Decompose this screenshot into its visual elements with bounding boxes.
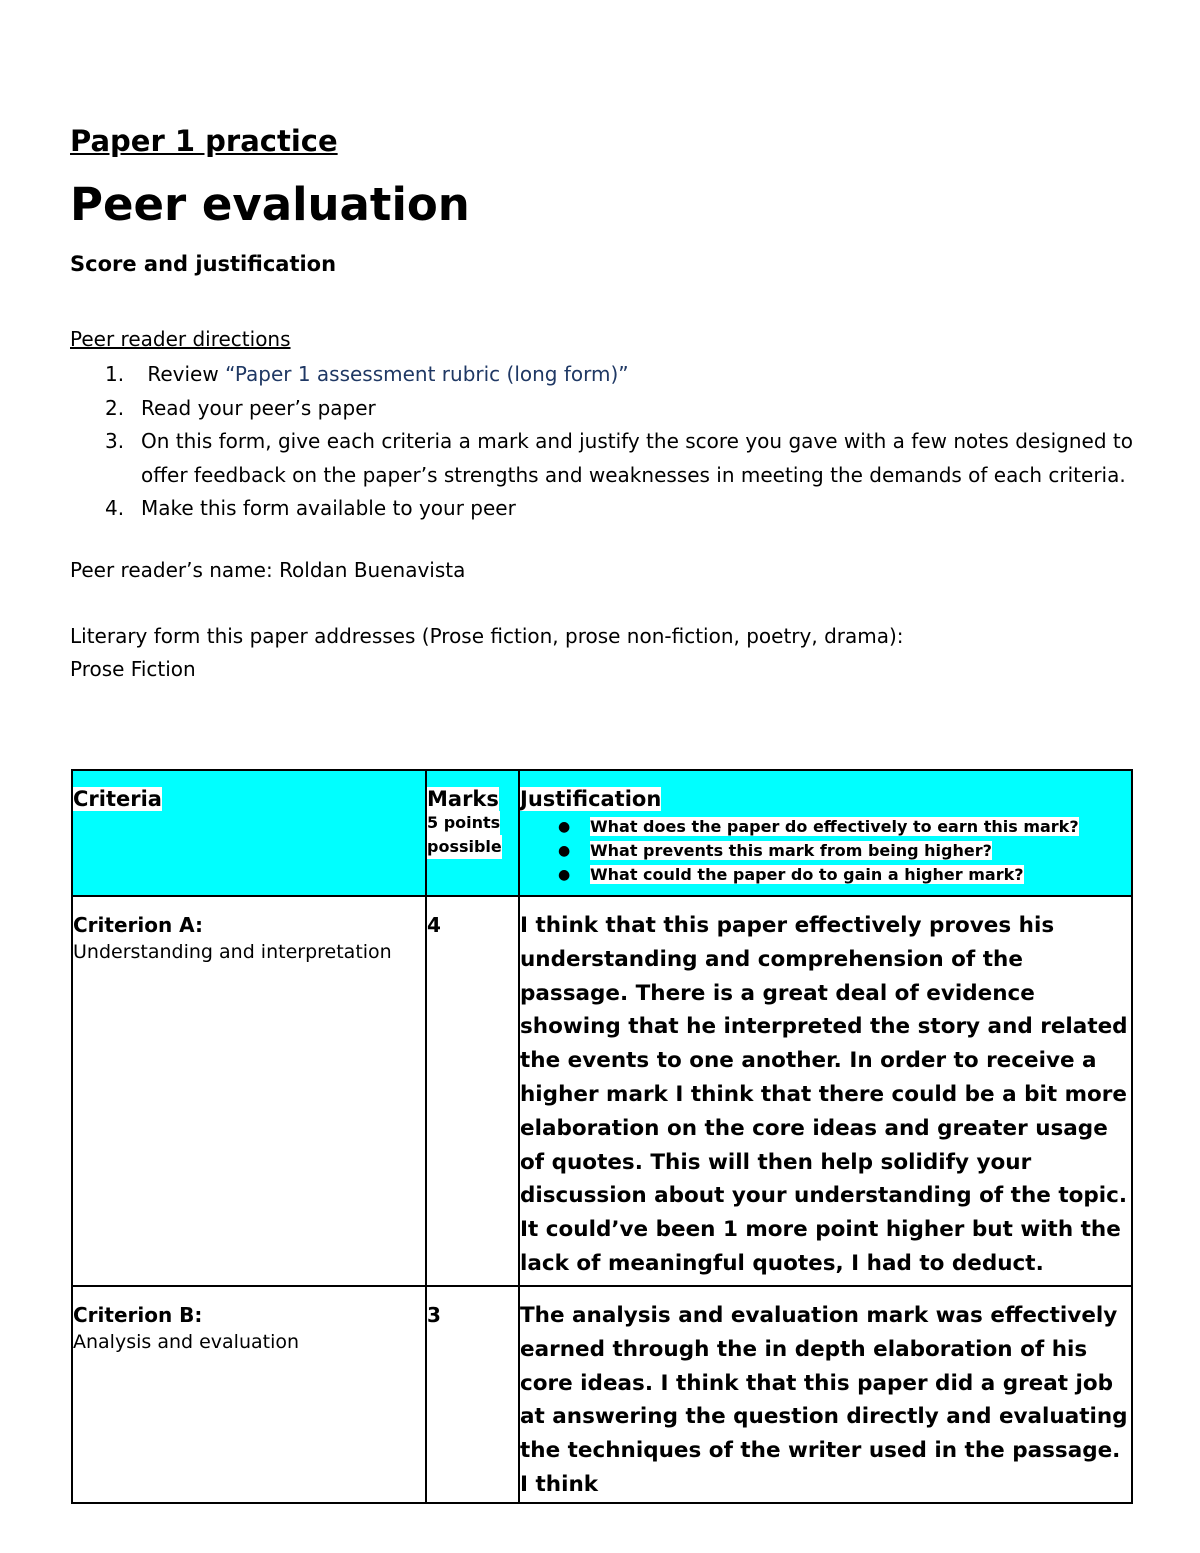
justification-text: The analysis and evaluation mark was effectively earned through the in depth elaboration of his core ideas. I think that this paper did a great job at answering the question directly and evaluating the techniques of the writer used in the passage. I think: [520, 1303, 1128, 1497]
document-title: Peer evaluation: [70, 178, 470, 231]
peer-reader-label: Peer reader’s name:: [70, 558, 280, 582]
criterion-description: Analysis and evaluation: [73, 1331, 300, 1353]
header-marks-cell: [426, 770, 519, 896]
document-heading: Paper 1 practice: [70, 124, 338, 158]
directions-heading: Peer reader directions: [70, 327, 291, 351]
item-text: Read your peer’s paper: [141, 395, 376, 420]
justification-cell: [519, 896, 1132, 1286]
item-text: On this form, give each criteria a mark and justify the score you gave with a few notes designed to offer feedback on the paper’s strengths and weaknesses in meeting the demands of each criteria.: [141, 429, 1133, 487]
directions-item: [70, 492, 1150, 526]
criterion-name: Criterion B:: [73, 1303, 203, 1327]
question-text: What could the paper do to gain a higher mark?: [590, 865, 1024, 884]
peer-reader-name: Roldan Buenavista: [279, 558, 466, 582]
item-number: 3.: [105, 429, 125, 453]
criterion-cell: [72, 896, 426, 1286]
header-criteria: Criteria: [73, 787, 162, 811]
justification-questions: [520, 815, 1131, 887]
mark-cell: [426, 896, 519, 1286]
criterion-cell: [72, 1286, 426, 1503]
directions-list: [70, 358, 1150, 526]
question-item: [558, 815, 1131, 839]
item-text: Review: [141, 362, 226, 386]
marks-subtitle: 5 points: [427, 811, 500, 835]
rubric-reference: “Paper 1 assessment rubric (long form)”: [225, 362, 629, 386]
item-number: 1.: [105, 362, 125, 386]
directions-item: [70, 358, 1150, 392]
criterion-name: Criterion A:: [73, 913, 204, 937]
justification-cell: [519, 1286, 1132, 1503]
table-header-row: [72, 770, 1132, 896]
question-text: What does the paper do effectively to earn this mark?: [590, 817, 1079, 836]
directions-item: [70, 425, 1150, 492]
justification-text: I think that this paper effectively proves his understanding and comprehension of the passage. There is a great deal of evidence showing that he interpreted the story and related the events to one another. In order to receive a higher mark I think that there could be a bit more elaboration on the core ideas and greater usage of quotes. This will then help solidify your discussion about your understanding of the topic. It could’ve been 1 more point higher but with the lack of meaningful quotes, I had to deduct.: [520, 913, 1128, 1276]
marks-subtitle: possible: [427, 835, 502, 859]
item-text: Make this form available to your peer: [141, 496, 516, 520]
document-subtitle: Score and justification: [70, 252, 337, 276]
rubric-table: [71, 769, 1133, 1504]
mark-value: 4: [427, 913, 441, 937]
question-text: What prevents this mark from being higher?: [590, 841, 992, 860]
bullet-icon: ●: [558, 843, 571, 859]
question-item: [558, 863, 1131, 887]
bullet-icon: ●: [558, 867, 571, 883]
item-number: 4.: [105, 496, 125, 520]
literary-form-answer: Prose Fiction: [70, 657, 196, 681]
mark-value: 3: [427, 1303, 441, 1327]
question-item: [558, 839, 1131, 863]
item-number: 2.: [105, 395, 125, 420]
table-row: [72, 1286, 1132, 1503]
criterion-description: Understanding and interpretation: [73, 941, 392, 963]
bullet-icon: ●: [558, 819, 571, 835]
header-criteria-cell: [72, 770, 426, 896]
peer-reader-line: [70, 558, 465, 582]
header-justification-cell: [519, 770, 1132, 896]
literary-form-question: Literary form this paper addresses (Prose fiction, prose non-fiction, poetry, drama):: [70, 624, 904, 648]
mark-cell: [426, 1286, 519, 1503]
header-justification: Justification: [520, 787, 662, 811]
directions-item: [70, 392, 1150, 426]
table-row: [72, 896, 1132, 1286]
header-marks: Marks: [427, 787, 499, 811]
